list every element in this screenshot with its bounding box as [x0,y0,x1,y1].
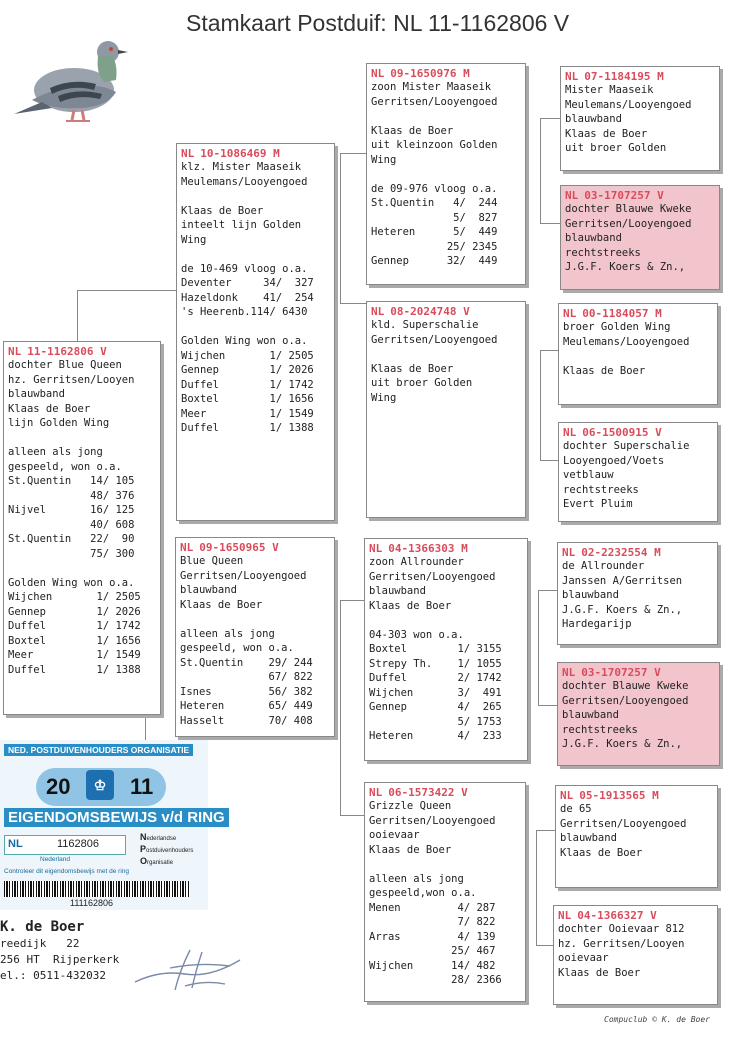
card-line: blauwband [8,388,65,400]
connector-line [340,153,341,303]
country-prefix: NL [565,70,579,83]
control-note: Controleer dit eigendomsbewijs met de ring [4,868,130,875]
card-line: Duffel 2/ 1742 [369,672,502,684]
card-line: Isnes 56/ 382 [180,685,313,698]
card-line: 5/ 827 [371,211,498,224]
card-line: Gerritsen/Looyengoed [562,694,689,707]
connector-line [540,460,559,461]
card-line: 40/ 608 [8,518,135,531]
card-line: uit broer Golden [371,377,473,389]
card-line: alleen als jong [369,872,464,885]
card-line: blauwband [565,232,622,244]
connector-line [538,705,558,706]
card-details [563,439,713,512]
pedigree-card-dam-dam-sire [555,785,718,888]
card-line: hz. Gerritsen/Looyen [558,937,685,950]
card-line [181,247,330,262]
ring-number [369,542,523,555]
card-line: Klaas de Boer [565,127,648,140]
card-details [562,679,715,752]
card-line: Blue Queen [180,555,244,567]
card-line: Gerritsen/Looyengoed [180,569,307,582]
pedigree-card-sire-sire-sire [560,66,720,171]
card-line: Boxtel 1/ 1656 [8,634,141,647]
card-details [8,358,156,677]
card-line: Duffel 1/ 1388 [8,663,141,676]
card-line: Meer 1/ 1549 [8,649,141,661]
owner-name: K. de Boer [0,919,85,935]
card-line: Mister Maaseik [565,84,654,96]
card-line: broer Golden Wing [563,321,671,333]
card-line: Heteren 65/ 449 [180,700,313,712]
card-line: Menen 4/ 287 [369,901,496,914]
card-line: de 10-469 vloog o.a. [181,262,308,275]
page-title: Stamkaart Postduif: NL 11-1162806 V [186,10,570,36]
card-line: Duffel 1/ 1742 [181,378,314,391]
ring-code: 03-1707257 V [584,189,664,202]
card-line: Arras 4/ 139 [369,930,496,943]
card-line: Golden Wing won o.a. [181,335,308,347]
card-line: blauwband [565,113,622,125]
connector-line [340,303,368,304]
card-line: 75/ 300 [8,547,135,560]
connector-line [340,815,365,816]
card-line: J.G.F. Koers & Zn., [562,738,683,750]
ring-code: 11-1162806 V [27,345,107,358]
npo-letters: Nederlandse Postduivenhouders Organisatie [140,832,194,866]
country-prefix: NL [369,786,383,799]
pedigree-card-sire-sire-dam [560,185,720,290]
ring-number [565,189,715,202]
card-line [371,347,521,362]
card-line: Gennep 1/ 2026 [8,605,141,618]
card-line: de 09-976 vloog o.a. [371,182,498,195]
ring-code: 04-1366327 V [577,909,657,922]
card-line: Wijchen 1/ 2505 [8,591,141,603]
card-line: gespeeld, won o.a. [180,642,294,654]
card-line: uit broer Golden [565,142,667,154]
connector-line [536,830,556,831]
card-line: Boxtel 1/ 1656 [181,393,314,405]
owner-phone: el.: 0511-432032 [0,969,106,982]
ring-number [562,666,715,679]
card-line: inteelt lijn Golden [181,219,302,231]
card-line [369,857,521,872]
card-line: Golden Wing won o.a. [8,576,135,589]
card-line: dochter Blue Queen [8,359,122,371]
card-line [181,320,330,335]
card-line: dochter Blauwe Kweke [562,680,689,692]
card-line: Klaas de Boer [369,843,452,856]
card-line: 28/ 2366 [369,974,502,986]
card-line: 5/ 1753 [369,715,502,728]
card-line: dochter Ooievaar 812 [558,923,685,935]
card-line: 48/ 376 [8,489,135,502]
card-line: Duffel 1/ 1742 [8,620,141,632]
ring-code: 10-1086469 M [200,147,280,160]
npo-line-1: ederlandse [146,836,177,842]
card-line: Klaas de Boer [369,599,452,612]
card-line: St.Quentin 29/ 244 [180,656,313,669]
connector-line [538,590,539,705]
card-line: blauwband [180,584,237,596]
barcode-number: 111162806 [70,898,114,908]
card-line: 7/ 822 [369,916,496,928]
pedigree-card-sire-dam-dam [558,422,718,522]
card-line [181,189,330,204]
card-line: lijn Golden Wing [8,417,110,429]
year-left: 20 [46,774,71,799]
npo-line-2: ostduivenhouders [146,848,194,854]
card-line: ooievaar [558,952,609,964]
card-line: Meer 1/ 1549 [181,407,314,420]
card-line: alleen als jong [180,627,275,640]
country-prefix: NL [562,546,576,559]
card-line: Hasselt 70/ 408 [180,714,313,727]
country-prefix: NL [8,345,22,358]
lion-emblem-icon: ♔ [86,770,114,800]
card-line: gespeeld, won o.a. [8,460,122,473]
ring-code: 06-1573422 V [388,786,468,799]
connector-line [536,830,537,945]
connector-line [340,153,368,154]
card-line: Klaas de Boer [563,364,646,377]
card-line: Duffel 1/ 1388 [181,422,314,434]
card-line [369,613,523,628]
card-line: uit kleinzoon Golden [371,139,498,151]
footer-credit: Compuclub © K. de Boer [604,1015,710,1024]
card-line: St.Quentin 14/ 105 [8,475,135,487]
ring-code: 09-1650965 V [199,541,279,554]
year-right: 11 [130,774,154,799]
owner-address: reedijk 22 [0,937,80,950]
ring-number [8,345,156,358]
card-line: alleen als jong [8,446,103,458]
card-line: ooievaar [369,829,420,841]
card-line: Deventer 34/ 327 [181,277,314,289]
pedigree-card-father [176,143,335,521]
card-details [180,554,330,728]
card-line: Wijchen 14/ 482 [369,959,496,972]
card-line: Strepy Th. 1/ 1055 [369,657,502,670]
card-line [8,431,156,446]
country-prefix: NL [562,666,576,679]
pedigree-card-dam-sire-sire [557,542,718,645]
country-label: Nederland [40,856,70,863]
connector-line [540,350,559,351]
ring-code: 09-1650976 M [390,67,470,80]
card-line: Wing [181,233,207,246]
card-line: Meulemans/Looyengoed [181,175,308,188]
country-prefix: NL [180,541,194,554]
card-line: Looyengoed/Voets [563,454,665,467]
card-line: Gerritsen/Looyengoed [369,570,496,583]
card-line: zoon Allrounder [369,556,464,568]
connector-line [540,350,541,460]
season-year-badge [36,768,166,806]
card-line: 67/ 822 [180,671,313,683]
card-line [371,109,521,124]
card-line: klz. Mister Maaseik [181,161,302,173]
card-line [180,612,330,627]
card-line: rechtstreeks [563,483,639,496]
card-line: rechtstreeks [562,723,638,736]
card-line: blauwband [562,589,619,601]
ring-number [369,786,521,799]
card-line: vetblauw [563,469,614,481]
card-line: Meulemans/Looyengoed [563,335,690,348]
card-line: Wijchen 1/ 2505 [181,349,314,362]
connector-line [340,600,365,601]
owner-city: 256 HT Rijperkerk [0,953,120,966]
ring-number [560,789,713,802]
ring-number [181,147,330,160]
organisation-banner: NED. POSTDUIVENHOUDERS ORGANISATIE [4,744,193,756]
card-details [558,922,713,980]
card-line: Heteren 4/ 233 [369,730,502,742]
card-line: Wijchen 3/ 491 [369,686,502,699]
card-line: Gerritsen/Looyengoed [369,814,496,827]
country-prefix: NL [558,909,572,922]
pigeon-illustration [12,22,132,127]
card-line: Gennep 4/ 265 [369,701,502,713]
ring-number [563,426,713,439]
card-line: Gerritsen/Looyengoed [565,217,692,230]
card-details [371,80,521,269]
card-line: dochter Superschalie [563,440,690,452]
ring-number [565,70,715,83]
card-line: blauwband [369,585,426,597]
country-code: NL [8,838,23,850]
card-line: Klaas de Boer [181,204,264,217]
card-line: Janssen A/Gerritsen [562,574,683,587]
card-line [371,167,521,182]
card-line [563,349,713,364]
card-line: Klaas de Boer [371,124,454,137]
ring-number-box [4,835,126,855]
ring-code: 02-2232554 M [581,546,661,559]
connector-line [340,600,341,815]
card-line: dochter Blauwe Kweke [565,203,692,215]
card-line: Grizzle Queen [369,800,452,812]
card-line: Gennep 1/ 2026 [181,364,314,376]
country-prefix: NL [369,542,383,555]
card-line: Nijvel 16/ 125 [8,504,135,516]
ring-number [563,307,713,320]
card-details [565,83,715,156]
ring-code: 08-2024748 V [390,305,470,318]
card-line: Boxtel 1/ 3155 [369,643,502,655]
card-line: St.Quentin 22/ 90 [8,533,135,545]
owner-block [0,918,119,984]
country-prefix: NL [563,307,577,320]
card-line: 25/ 467 [369,945,496,957]
country-prefix: NL [565,189,579,202]
country-prefix: NL [563,426,577,439]
card-line: 's Heerenb.114/ 6430 [181,306,308,318]
ring-code: 00-1184057 M [582,307,662,320]
card-details [369,555,523,744]
pedigree-card-dam-sire [364,538,528,761]
pedigree-card-sire-dam-sire [558,303,718,405]
card-details [562,559,713,632]
pedigree-card-sire-dam [366,301,526,518]
card-line: 25/ 2345 [371,240,498,253]
card-details [563,320,713,378]
card-line: Klaas de Boer [558,966,641,979]
barcode [4,881,190,897]
pedigree-card-dam-sire-dam [557,662,720,766]
card-line [8,561,156,576]
card-line: rechtstreeks [565,246,641,259]
ring-number [558,909,713,922]
card-line: St.Quentin 4/ 244 [371,197,498,209]
card-line: Heteren 5/ 449 [371,226,498,238]
card-line: blauwband [562,709,619,721]
card-line: Hardegarijp [562,618,632,630]
ring-code: 05-1913565 M [579,789,659,802]
card-line: Meulemans/Looyengoed [565,98,692,111]
card-line: Evert Pluim [563,498,633,510]
connector-line [540,118,541,223]
ring-certificate [0,740,225,910]
card-line: Klaas de Boer [180,598,263,611]
country-prefix: NL [371,305,385,318]
ring-number [562,546,713,559]
card-line: zoon Mister Maaseik [371,81,492,93]
card-line: J.G.F. Koers & Zn., [562,603,683,616]
ring-code: 07-1184195 M [584,70,664,83]
connector-line [77,290,177,291]
ring-number [371,67,521,80]
ring-code: 04-1366303 M [388,542,468,555]
connector-line [540,223,561,224]
card-details [371,318,521,405]
card-line: hz. Gerritsen/Looyen [8,373,135,386]
card-line: J.G.F. Koers & Zn., [565,261,686,273]
card-line: kld. Superschalie [371,319,479,331]
card-line: de 65 [560,803,592,815]
ring-code: 06-1500915 V [582,426,662,439]
card-line: Klaas de Boer [8,402,91,415]
pedigree-card-sire-sire [366,63,526,285]
ring-number [180,541,330,554]
card-line: Gennep 32/ 449 [371,255,498,267]
card-details [565,202,715,275]
card-details [560,802,713,860]
ring-number [371,305,521,318]
card-line: Gerritsen/Looyengoed [371,95,498,108]
card-line: blauwband [560,832,617,844]
country-prefix: NL [560,789,574,802]
card-line: Wing [371,391,397,404]
card-details [181,160,330,436]
card-details [369,799,521,988]
pedigree-card-subject [3,341,161,715]
country-prefix: NL [371,67,385,80]
npo-line-3: rganisatie [147,860,174,866]
card-line: gespeeld,won o.a. [369,887,477,899]
card-line: Gerritsen/Looyengoed [560,817,687,830]
certificate-banner: EIGENDOMSBEWIJS v/d RING [4,808,229,827]
card-line: Wing [371,153,397,166]
card-line: Hazeldonk 41/ 254 [181,291,314,304]
pedigree-card-dam-dam-dam [553,905,718,1005]
card-line: de Allrounder [562,560,645,572]
connector-line [540,118,561,119]
country-prefix: NL [181,147,195,160]
ring-code: 03-1707257 V [581,666,661,679]
card-line: Klaas de Boer [371,362,454,375]
card-line: 04-303 won o.a. [369,628,464,641]
connector-line [538,590,558,591]
signature [130,940,255,995]
connector-line [77,290,78,345]
card-line: Gerritsen/Looyengoed [371,333,498,346]
pedigree-card-dam-dam [364,782,526,1002]
pedigree-card-mother [175,537,335,737]
ring-number: 1162806 [57,838,100,850]
card-line: Klaas de Boer [560,846,643,859]
